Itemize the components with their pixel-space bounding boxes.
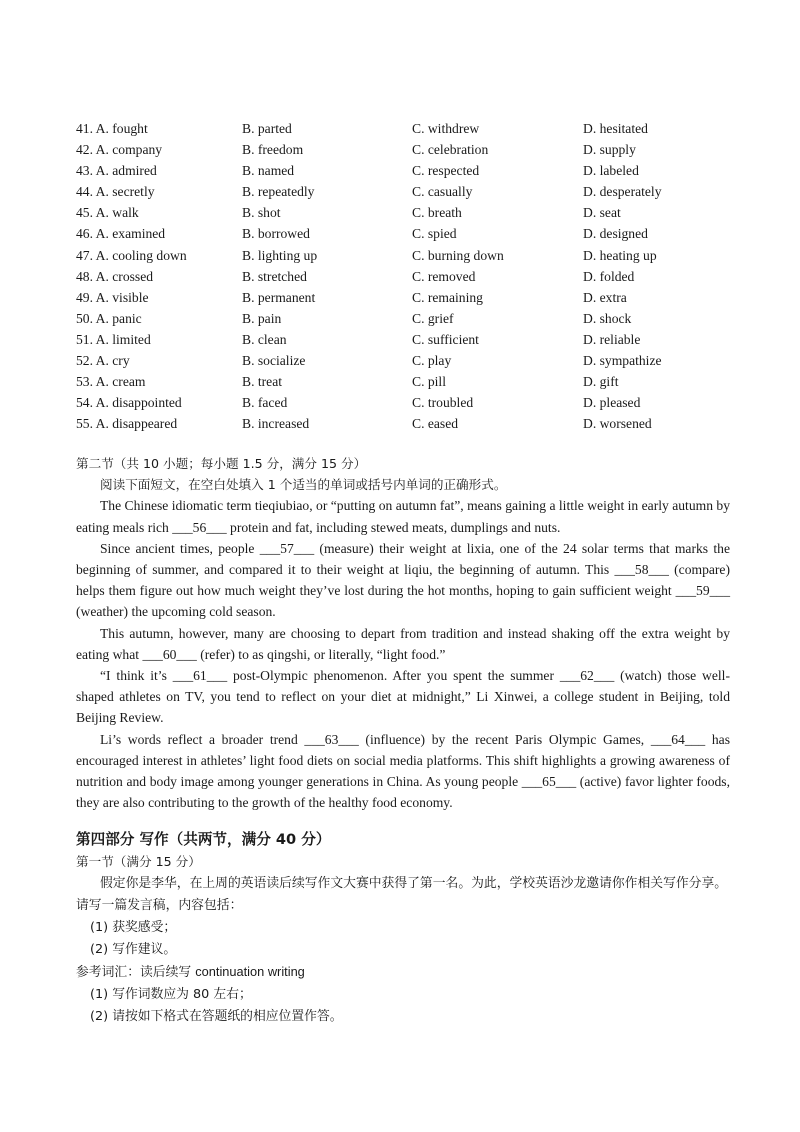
- blank-65: ___65___: [521, 774, 577, 790]
- blank-58: ___58___: [614, 562, 669, 578]
- text: Since ancient times, people: [100, 540, 260, 556]
- option-c: C. removed: [412, 268, 476, 284]
- option-c: C. casually: [412, 184, 473, 200]
- option-row: [76, 139, 756, 160]
- option-a: 49. A. visible: [76, 289, 149, 305]
- option-c: C. pill: [412, 374, 446, 390]
- blank-57: ___57___: [259, 540, 315, 556]
- section-two-instruction: 阅读下面短文，在空白处填入 1 个适当的单词或括号内单词的正确形式。: [100, 477, 507, 493]
- option-d: D. folded: [583, 268, 635, 284]
- option-d: D. hesitated: [583, 121, 648, 136]
- text: (active) favor lighter foods, they are also contributing to the growth of the healthy food economy.: [76, 774, 730, 811]
- option-b: B. shot: [242, 205, 281, 221]
- option-b: B. repeatedly: [242, 184, 315, 200]
- option-c: C. respected: [412, 163, 480, 179]
- option-c: C. troubled: [412, 395, 474, 411]
- blank-62: ___62___: [559, 668, 615, 684]
- option-a: 43. A. admired: [76, 163, 157, 179]
- text: “I think it’s: [100, 668, 173, 684]
- paragraph-3: [76, 623, 730, 665]
- text: Li’s words reflect a broader trend: [100, 731, 305, 747]
- option-c: C. sufficient: [412, 331, 479, 347]
- option-c: C. withdrew: [412, 121, 480, 136]
- blank-56: ___56___: [172, 519, 227, 535]
- paragraph-5: [76, 729, 730, 814]
- text: (compare) helps them figure out how much weight they’ve lost during the hot months, hoping to gain sufficient weight: [76, 562, 730, 599]
- section-two-heading: 第二节（共 10 小题；每小题 1.5 分，满分 15 分）: [76, 456, 367, 471]
- option-row: [76, 371, 756, 392]
- reference-word: continuation writing: [195, 964, 305, 979]
- option-row: [76, 308, 756, 329]
- option-row: [76, 266, 756, 287]
- option-b: B. faced: [242, 395, 288, 411]
- option-b: B. treat: [242, 374, 283, 390]
- text: post-Olympic phenomenon. After you spent the summer: [227, 668, 560, 684]
- option-a: 54. A. disappointed: [76, 395, 182, 411]
- option-row: [76, 181, 756, 202]
- option-row: [76, 392, 756, 413]
- option-a: 55. A. disappeared: [76, 416, 178, 432]
- option-c: C. celebration: [412, 142, 489, 158]
- reference-label: 参考词汇：读后续写: [76, 965, 196, 980]
- option-d: D. shock: [583, 310, 632, 326]
- option-b: B. lighting up: [242, 247, 318, 263]
- option-row: [76, 413, 756, 434]
- option-a: 48. A. crossed: [76, 268, 154, 284]
- reference-vocabulary: [76, 961, 730, 984]
- option-a: 46. A. examined: [76, 226, 166, 242]
- note-item-1: (1) 写作词数应为 80 左右；: [90, 987, 252, 1002]
- option-row: [76, 350, 756, 371]
- option-c: C. breath: [412, 205, 462, 221]
- option-row: [76, 223, 756, 244]
- paragraph-2: [76, 538, 730, 623]
- option-a: 50. A. panic: [76, 310, 142, 326]
- option-b: B. freedom: [242, 142, 304, 158]
- text: has encouraged interest in athletes’ light food diets on social media platforms. This shift highlights a growing awareness of nutrition and body image among younger generations in China. As young people: [76, 731, 730, 790]
- option-c: C. play: [412, 353, 452, 369]
- option-d: D. extra: [583, 289, 627, 305]
- options-table: [76, 118, 756, 434]
- blank-60: ___60___: [142, 646, 197, 662]
- option-a: 42. A. company: [76, 142, 163, 158]
- option-a: 41. A. fought: [76, 121, 148, 136]
- option-d: D. desperately: [583, 184, 662, 200]
- option-a: 51. A. limited: [76, 331, 151, 347]
- section-one-heading: 第一节（满分 15 分）: [76, 854, 201, 869]
- option-d: D. reliable: [583, 331, 641, 347]
- option-row: [76, 287, 756, 308]
- part-four-writing: [76, 829, 730, 1028]
- blank-59: ___59___: [675, 583, 730, 599]
- option-b: B. named: [242, 163, 295, 179]
- option-b: B. clean: [242, 331, 287, 347]
- paragraph-1: [76, 495, 730, 537]
- part-four-title: 第四部分 写作（共两节，满分 40 分）: [76, 831, 331, 848]
- option-a: 47. A. cooling down: [76, 247, 187, 263]
- option-d: D. designed: [583, 226, 648, 242]
- option-row: [76, 329, 756, 350]
- option-a: 45. A. walk: [76, 205, 139, 221]
- option-b: B. borrowed: [242, 226, 310, 242]
- option-row: [76, 202, 756, 223]
- option-a: 44. A. secretly: [76, 184, 155, 200]
- option-d: D. labeled: [583, 163, 639, 179]
- option-b: B. parted: [242, 121, 292, 136]
- option-a: 52. A. cry: [76, 353, 130, 369]
- option-row: [76, 245, 756, 266]
- option-c: C. eased: [412, 416, 459, 432]
- option-a: 53. A. cream: [76, 374, 146, 390]
- option-c: C. burning down: [412, 247, 504, 263]
- option-row: [76, 118, 756, 139]
- option-d: D. supply: [583, 142, 636, 158]
- note-item-2: (2) 请按如下格式在答题纸的相应位置作答。: [90, 1009, 343, 1024]
- option-b: B. socialize: [242, 353, 306, 369]
- text: (watch) those well-shaped athletes on TV, you tend to reflect on your diet at midnight,” Li Xinwei, a college student in Beijing, told Beijing Review.: [76, 668, 730, 726]
- text: This autumn, however, many are choosing to depart from tradition and instead shaking off the extra weight by eating what: [76, 625, 730, 662]
- writing-prompt: 假定你是李华，在上周的英语读后续写作文大赛中获得了第一名。为此，学校英语沙龙邀请你作相关写作分享。请写一篇发言稿，内容包括：: [76, 876, 728, 913]
- option-b: B. permanent: [242, 289, 316, 305]
- prompt-item-2: (2) 写作建议。: [90, 942, 177, 957]
- blank-64: ___64___: [650, 731, 706, 747]
- text: (influence) by the recent Paris Olympic Games,: [358, 731, 651, 747]
- paragraph-4: [76, 665, 730, 729]
- blank-61: ___61___: [172, 668, 228, 684]
- option-c: C. grief: [412, 310, 454, 326]
- option-row: [76, 160, 756, 181]
- option-d: D. heating up: [583, 247, 657, 263]
- option-b: B. increased: [242, 416, 310, 432]
- option-d: D. worsened: [583, 416, 652, 432]
- blank-63: ___63___: [304, 731, 359, 747]
- text: (refer) to as qingshi, or literally, “light food.”: [196, 646, 446, 662]
- option-d: D. gift: [583, 374, 619, 390]
- text: (measure) their weight at lixia, one of the 24 solar terms that marks the beginning of summer, and compared it to their weight at liqiu, the beginning of autumn. This: [76, 540, 730, 578]
- option-b: B. stretched: [242, 268, 307, 284]
- option-d: D. pleased: [583, 395, 641, 411]
- text: The Chinese idiomatic term tieqiubiao, or “putting on autumn fat”, means gaining a little weight in early autumn by eating meals rich: [76, 498, 730, 535]
- prompt-item-1: (1) 获奖感受；: [90, 920, 177, 935]
- option-d: D. seat: [583, 205, 621, 221]
- option-c: C. spied: [412, 226, 457, 242]
- section-two: [76, 453, 730, 813]
- text: protein and fat, including stewed meats, dumplings and nuts.: [226, 519, 561, 535]
- text: (weather) the upcoming cold season.: [76, 604, 276, 620]
- option-d: D. sympathize: [583, 353, 662, 369]
- option-b: B. pain: [242, 310, 282, 326]
- option-c: C. remaining: [412, 289, 483, 305]
